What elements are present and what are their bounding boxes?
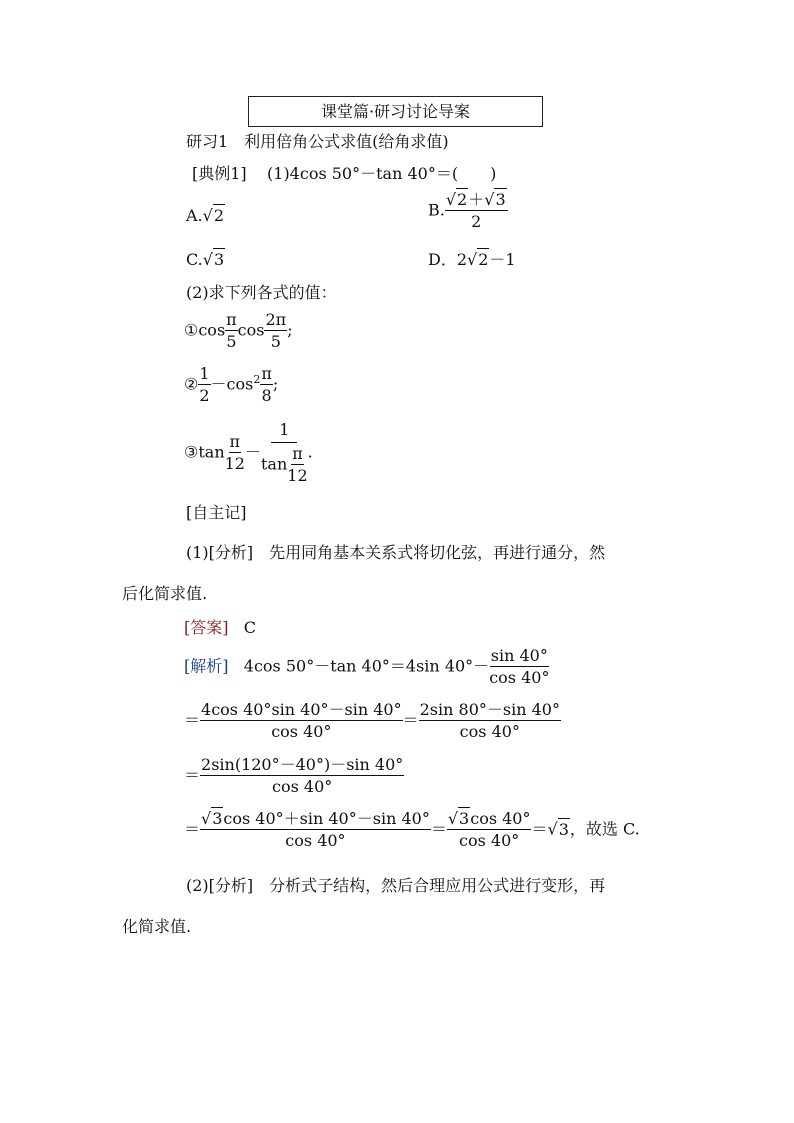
sqrt-icon: √ <box>547 819 558 839</box>
item-1-den1: 5 <box>226 332 237 351</box>
sqrt-icon: √ <box>467 250 478 269</box>
item-1-end: ; <box>287 320 293 340</box>
answer-label: [答案] <box>184 618 229 637</box>
item-2-frac1 <box>198 366 210 404</box>
line-2-eq: ＝ <box>184 710 201 730</box>
item-1-frac1 <box>225 312 238 350</box>
line-3-eq: ＝ <box>184 765 201 785</box>
item-3-mark: ③ <box>184 442 199 462</box>
option-a-radicand: 2 <box>213 206 225 225</box>
analysis-1 <box>186 545 605 561</box>
analysis-2-label: [分析] <box>208 876 254 895</box>
line-4-radicand2: 3 <box>459 809 470 828</box>
sqrt-icon: √ <box>445 190 457 209</box>
analysis-1-continuation: 后化简求值. <box>122 584 208 603</box>
item-3-den1: 12 <box>224 454 245 473</box>
line-2-frac-a <box>200 702 403 740</box>
line-4-eq: ＝ <box>184 819 201 839</box>
item-3-num2: 1 <box>271 422 297 443</box>
analysis-1-prefix: (1) <box>186 543 209 562</box>
item-1-cos2: cos <box>237 320 265 340</box>
item-3-tan2: tan <box>261 454 288 474</box>
line-4-end: ，故选 C. <box>569 819 640 839</box>
option-b-prefix: B. <box>428 200 445 220</box>
item-1-num1: π <box>226 310 237 329</box>
item-2-den1: 2 <box>199 386 210 405</box>
item-2-end: ; <box>272 374 279 394</box>
option-d-prefix: D．2 <box>428 250 468 269</box>
item-3-num1: π <box>229 432 241 451</box>
analysis-1-label: [分析] <box>208 543 254 562</box>
sqrt-icon: √ <box>447 809 459 828</box>
analysis-2-prefix: (2) <box>186 876 209 895</box>
sqrt-icon: √ <box>201 809 212 828</box>
item-3-frac1 <box>225 434 245 472</box>
answer-value: C <box>243 618 257 637</box>
analysis-2-continuation: 化简求值. <box>122 917 192 936</box>
sqrt-icon: √ <box>484 190 495 209</box>
example-label: [典例1] <box>192 164 247 183</box>
option-a-prefix: A. <box>186 206 203 225</box>
item-3-num3: π <box>292 444 303 463</box>
option-b-denominator: 2 <box>471 212 482 231</box>
line-3-den: cos 40° <box>272 777 333 796</box>
option-c-prefix: C. <box>186 250 203 269</box>
line-1-num: sin 40° <box>490 646 548 665</box>
line-3-frac <box>200 757 404 795</box>
line-2-num-a: 4cos 40°sin 40°－sin 40° <box>201 700 402 719</box>
option-b-rad2: 3 <box>495 190 506 209</box>
item-1-cos1: cos <box>198 320 226 340</box>
example-question-1 <box>192 166 496 182</box>
line-4-frac-b <box>447 811 532 849</box>
item-2-num2: π <box>261 364 272 383</box>
option-b-rad1: 2 <box>457 190 468 209</box>
item-3-frac2 <box>261 422 308 484</box>
item-2-frac2 <box>260 366 273 404</box>
solution-line-2 <box>184 702 561 740</box>
line-4-eq2: ＝ <box>430 819 447 839</box>
item-3 <box>184 422 313 484</box>
sqrt-icon: √ <box>202 206 213 225</box>
option-b-fraction <box>445 192 508 230</box>
option-c <box>186 252 225 268</box>
item-2-minus-cos: －cos <box>210 374 254 394</box>
item-1-frac2 <box>264 312 287 350</box>
option-a <box>186 208 225 224</box>
analysis-2-text: 分析式子结构，然后合理应用公式进行变形，再 <box>253 876 606 895</box>
self-note-label: [自主记] <box>186 503 247 522</box>
question-1-text: (1)4cos 50°－tan 40°＝( ) <box>267 164 497 183</box>
section-title-box <box>248 96 543 127</box>
item-3-frac3 <box>287 446 307 484</box>
item-2 <box>184 366 278 404</box>
item-1-mark: ① <box>184 320 199 340</box>
option-b <box>428 192 508 230</box>
line-4-radicand3: 3 <box>558 819 569 839</box>
line-1-den: cos 40° <box>489 668 550 687</box>
question-2-text: (2)求下列各式的值： <box>186 283 337 302</box>
item-3-den3: 12 <box>287 466 308 485</box>
line-4-den2: cos 40° <box>459 831 520 850</box>
line-4-num2-rest: cos 40° <box>470 809 531 828</box>
solution-line-1 <box>184 648 549 686</box>
analysis-2 <box>186 878 605 894</box>
solution-line-3 <box>184 757 404 795</box>
section-heading: 研习1 利用倍角公式求值(给角求值) <box>186 132 449 151</box>
item-1 <box>184 312 293 350</box>
line-4-eq3: ＝ <box>531 819 548 839</box>
item-2-num1: 1 <box>199 364 210 383</box>
page-title: 课堂篇·研习讨论导案 <box>320 102 471 121</box>
item-3-minus: － <box>244 442 261 462</box>
line-4-radicand: 3 <box>212 809 223 828</box>
option-b-plus: ＋ <box>468 190 485 209</box>
analysis-1-text: 先用同角基本关系式将切化弦，再进行通分，然 <box>253 543 606 562</box>
line-2-den-b: cos 40° <box>459 722 520 741</box>
line-4-frac-a <box>200 811 431 849</box>
item-2-den2: 8 <box>261 386 272 405</box>
item-3-end: . <box>307 442 313 462</box>
line-1-left: 4cos 50°－tan 40°＝4sin 40°－ <box>243 656 490 676</box>
option-d <box>428 252 516 268</box>
solution-line-4 <box>184 811 640 849</box>
item-2-mark: ② <box>184 374 199 394</box>
item-3-tan: tan <box>198 442 225 462</box>
line-2-frac-b <box>419 702 561 740</box>
option-c-radicand: 3 <box>213 250 225 269</box>
sqrt-icon: √ <box>202 250 213 269</box>
item-1-num2: 2π <box>265 310 287 329</box>
option-d-radicand: 2 <box>478 250 489 269</box>
line-2-den-a: cos 40° <box>271 722 332 741</box>
line-4-den: cos 40° <box>285 831 346 850</box>
line-2-eq2: ＝ <box>402 710 419 730</box>
option-d-suffix: －1 <box>489 250 516 269</box>
answer-line <box>184 620 256 636</box>
line-2-num-b: 2sin 80°－sin 40° <box>419 700 560 719</box>
line-3-num: 2sin(120°－40°)－sin 40° <box>201 755 404 774</box>
item-1-den2: 5 <box>270 332 281 351</box>
line-1-frac <box>489 648 549 686</box>
item-2-square: 2 <box>253 373 261 387</box>
jiexi-label: [解析] <box>184 656 229 676</box>
line-4-num-rest: cos 40°＋sin 40°－sin 40° <box>223 809 430 828</box>
